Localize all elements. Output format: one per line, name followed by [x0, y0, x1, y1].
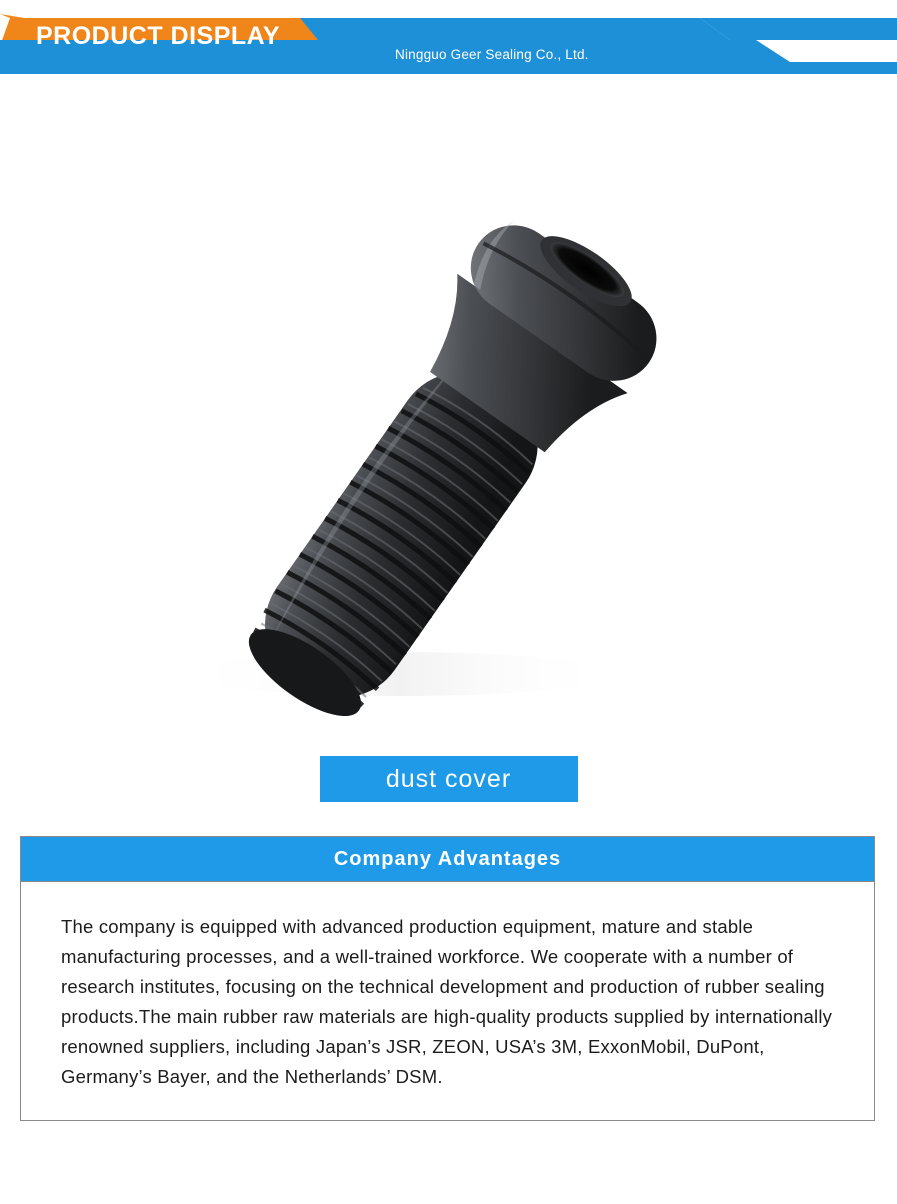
company-advantages-body — [21, 882, 874, 1120]
company-advantages-box — [20, 836, 875, 1121]
company-name: Ningguo Geer Sealing Co., Ltd. — [395, 47, 589, 62]
product-photo — [0, 74, 897, 734]
product-caption: dust cover — [320, 756, 578, 802]
page-header — [0, 0, 897, 74]
product-caption-row — [0, 734, 897, 824]
page-title: PRODUCT DISPLAY — [36, 22, 281, 50]
product-image-area — [0, 74, 897, 734]
company-advantages-heading: Company Advantages — [21, 837, 874, 882]
company-advantages-text: The company is equipped with advanced production equipment, mature and stable manufacturing processes, and a well-trained workforce. We cooperate with a number of research institutes, focusing on the technical development and production of rubber sealing products.The main rubber raw materials are high-quality products supplied by internationally renowned suppliers, including Japan’s JSR, ZEON, USA’s 3M, ExxonMobil, DuPont, Germany’s Bayer, and the Netherlands’ DSM. — [61, 916, 833, 1087]
